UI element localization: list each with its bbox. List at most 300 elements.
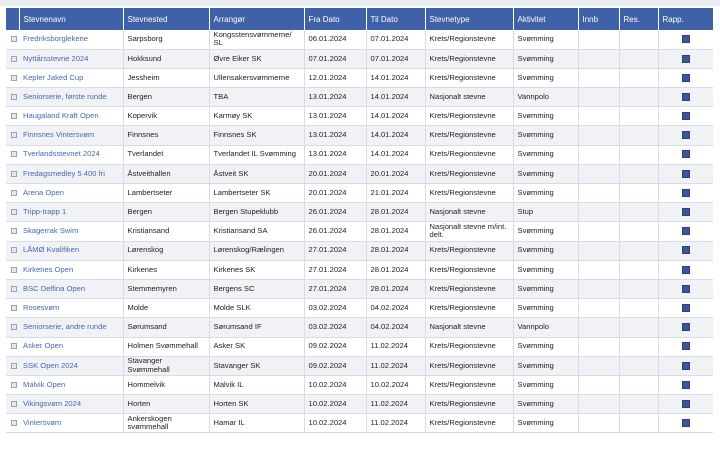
cell-rapp[interactable]: [658, 164, 713, 183]
expand-icon[interactable]: [11, 56, 17, 62]
cell-arrangor: Lambertseter SK: [209, 184, 304, 203]
report-document-icon[interactable]: [682, 400, 690, 408]
cell-rapp[interactable]: [658, 414, 713, 433]
table-row[interactable]: [6, 164, 713, 183]
cell-aktivitet: Svømming: [513, 222, 578, 241]
expand-icon[interactable]: [11, 401, 17, 407]
top-bar: [0, 0, 720, 6]
cell-res: [619, 222, 658, 241]
cell-stevnested: Stavanger Svømmehall: [123, 356, 209, 375]
cell-til-dato: 28.01.2024: [366, 260, 425, 279]
cell-stevnenavn[interactable]: [19, 126, 123, 145]
cell-fra-dato: 20.01.2024: [304, 164, 366, 183]
cell-til-dato: 14.01.2024: [366, 68, 425, 87]
table-row[interactable]: [6, 203, 713, 222]
cell-stevnenavn[interactable]: [19, 30, 123, 49]
cell-innb: [578, 260, 619, 279]
cell-innb: [578, 49, 619, 68]
report-document-icon[interactable]: [682, 246, 690, 254]
cell-arrangor: Finnsnes SK: [209, 126, 304, 145]
cell-stevnetype: Krets/Regionstevne: [425, 184, 513, 203]
col-stevnetype[interactable]: Stevnetype: [425, 8, 513, 30]
cell-stevnested: Holmen Svømmehall: [123, 337, 209, 356]
row-expand-cell[interactable]: [6, 145, 19, 164]
expand-icon[interactable]: [11, 267, 17, 273]
meet-name-link[interactable]: Vikingsvøm 2024: [23, 398, 82, 408]
expand-icon[interactable]: [11, 286, 17, 292]
cell-rapp[interactable]: [658, 356, 713, 375]
meet-name-link[interactable]: Tripp-trapp 1: [23, 207, 67, 217]
cell-stevnetype: Krets/Regionstevne: [425, 107, 513, 126]
report-document-icon[interactable]: [682, 208, 690, 216]
cell-stevnenavn[interactable]: [19, 337, 123, 356]
cell-stevnetype: Krets/Regionstevne: [425, 414, 513, 433]
cell-innb: [578, 414, 619, 433]
cell-aktivitet: Vannpolo: [513, 318, 578, 337]
cell-til-dato: 28.01.2024: [366, 222, 425, 241]
row-expand-cell[interactable]: [6, 356, 19, 375]
row-expand-cell[interactable]: [6, 68, 19, 87]
cell-stevnested: Hommelvik: [123, 375, 209, 394]
cell-aktivitet: Svømming: [513, 356, 578, 375]
cell-stevnested: Horten: [123, 395, 209, 414]
cell-stevnetype: Nasjonalt stevne: [425, 88, 513, 107]
row-expand-cell[interactable]: [6, 260, 19, 279]
cell-stevnested: Lambertseter: [123, 184, 209, 203]
col-innb[interactable]: Innb: [578, 8, 619, 30]
cell-rapp[interactable]: [658, 337, 713, 356]
cell-stevnenavn[interactable]: [19, 279, 123, 298]
table-row[interactable]: [6, 107, 713, 126]
cell-stevnetype: Krets/Regionstevne: [425, 260, 513, 279]
cell-fra-dato: 26.01.2024: [304, 222, 366, 241]
cell-stevnenavn[interactable]: [19, 241, 123, 260]
meet-name-link[interactable]: Fredriksborglekene: [23, 34, 88, 44]
cell-aktivitet: Svømming: [513, 375, 578, 394]
table-row[interactable]: [6, 126, 713, 145]
table-row[interactable]: [6, 184, 713, 203]
cell-stevnested: Åstveithallen: [123, 164, 209, 183]
col-arrangor[interactable]: Arrangør: [209, 8, 304, 30]
cell-res: [619, 203, 658, 222]
report-document-icon[interactable]: [682, 112, 690, 120]
cell-rapp[interactable]: [658, 395, 713, 414]
cell-stevnetype: Krets/Regionstevne: [425, 126, 513, 145]
cell-til-dato: 14.01.2024: [366, 88, 425, 107]
cell-aktivitet: Svømming: [513, 299, 578, 318]
cell-aktivitet: Svømming: [513, 164, 578, 183]
cell-aktivitet: Vannpolo: [513, 88, 578, 107]
cell-til-dato: 07.01.2024: [366, 30, 425, 49]
cell-stevnested: Stemmemyren: [123, 279, 209, 298]
cell-arrangor: Lørenskog/Rælingen: [209, 241, 304, 260]
cell-stevnenavn[interactable]: [19, 260, 123, 279]
cell-innb: [578, 395, 619, 414]
report-document-icon[interactable]: [682, 35, 690, 43]
table-row[interactable]: [6, 260, 713, 279]
expand-icon[interactable]: [11, 382, 17, 388]
cell-arrangor: Bergens SC: [209, 279, 304, 298]
meet-name-link[interactable]: Arena Open: [23, 187, 64, 197]
cell-aktivitet: Svømming: [513, 241, 578, 260]
cell-til-dato: 28.01.2024: [366, 279, 425, 298]
report-document-icon[interactable]: [682, 285, 690, 293]
expand-icon[interactable]: [11, 132, 17, 138]
row-expand-cell[interactable]: [6, 318, 19, 337]
cell-innb: [578, 318, 619, 337]
col-fra-dato[interactable]: Fra Dato: [304, 8, 366, 30]
row-expand-cell[interactable]: [6, 49, 19, 68]
cell-stevnenavn[interactable]: [19, 49, 123, 68]
cell-rapp[interactable]: [658, 68, 713, 87]
cell-res: [619, 126, 658, 145]
cell-til-dato: 04.02.2024: [366, 318, 425, 337]
cell-stevnested: Kristiansand: [123, 222, 209, 241]
meet-name-link[interactable]: Fredagsmedley 5 400 fri: [23, 168, 105, 178]
cell-rapp[interactable]: [658, 375, 713, 394]
meet-name-link[interactable]: Skagerrak Swim: [23, 226, 79, 236]
col-res[interactable]: Res.: [619, 8, 658, 30]
report-document-icon[interactable]: [682, 362, 690, 370]
cell-stevnested: Finnsnes: [123, 126, 209, 145]
col-stevnested[interactable]: Stevnested: [123, 8, 209, 30]
expand-icon[interactable]: [11, 420, 17, 426]
table-row[interactable]: [6, 222, 713, 241]
cell-til-dato: 28.01.2024: [366, 241, 425, 260]
expand-icon[interactable]: [11, 209, 17, 215]
cell-innb: [578, 68, 619, 87]
cell-res: [619, 68, 658, 87]
report-document-icon[interactable]: [682, 227, 690, 235]
cell-res: [619, 318, 658, 337]
cell-til-dato: 04.02.2024: [366, 299, 425, 318]
cell-innb: [578, 203, 619, 222]
cell-fra-dato: 20.01.2024: [304, 184, 366, 203]
meet-name-link[interactable]: Malvik Open: [23, 379, 66, 389]
cell-til-dato: 20.01.2024: [366, 164, 425, 183]
report-document-icon[interactable]: [682, 131, 690, 139]
cell-arrangor: Asker SK: [209, 337, 304, 356]
row-expand-cell[interactable]: [6, 184, 19, 203]
table-row[interactable]: [6, 395, 713, 414]
cell-stevnetype: Krets/Regionstevne: [425, 279, 513, 298]
cell-arrangor: Tverlandet IL Svømming: [209, 145, 304, 164]
cell-stevnenavn[interactable]: [19, 145, 123, 164]
report-document-icon[interactable]: [682, 93, 690, 101]
cell-stevnenavn[interactable]: [19, 88, 123, 107]
cell-stevnetype: Krets/Regionstevne: [425, 241, 513, 260]
cell-innb: [578, 184, 619, 203]
cell-stevnenavn[interactable]: [19, 184, 123, 203]
cell-innb: [578, 145, 619, 164]
cell-stevnetype: Krets/Regionstevne: [425, 49, 513, 68]
cell-stevnested: Ankerskogen svømmehall: [123, 414, 209, 433]
cell-stevnested: Bergen: [123, 203, 209, 222]
cell-innb: [578, 356, 619, 375]
expand-icon[interactable]: [11, 343, 17, 349]
cell-stevnetype: Nasjonalt stevne: [425, 203, 513, 222]
row-expand-cell[interactable]: [6, 414, 19, 433]
cell-res: [619, 88, 658, 107]
table-row[interactable]: [6, 375, 713, 394]
cell-aktivitet: Stup: [513, 203, 578, 222]
cell-rapp[interactable]: [658, 126, 713, 145]
cell-arrangor: Molde SLK: [209, 299, 304, 318]
cell-arrangor: Åstveit SK: [209, 164, 304, 183]
cell-stevnenavn[interactable]: [19, 299, 123, 318]
expand-icon[interactable]: [11, 36, 17, 42]
cell-fra-dato: 03.02.2024: [304, 299, 366, 318]
cell-stevnenavn[interactable]: [19, 356, 123, 375]
row-expand-cell[interactable]: [6, 107, 19, 126]
cell-til-dato: 11.02.2024: [366, 356, 425, 375]
cell-aktivitet: Svømming: [513, 395, 578, 414]
cell-arrangor: Horten SK: [209, 395, 304, 414]
cell-innb: [578, 279, 619, 298]
cell-til-dato: 11.02.2024: [366, 337, 425, 356]
cell-stevnenavn[interactable]: [19, 68, 123, 87]
report-document-icon[interactable]: [682, 342, 690, 350]
cell-rapp[interactable]: [658, 279, 713, 298]
expand-icon[interactable]: [11, 305, 17, 311]
table-row[interactable]: [6, 145, 713, 164]
cell-stevnested: Bergen: [123, 88, 209, 107]
report-document-icon[interactable]: [682, 419, 690, 427]
cell-rapp[interactable]: [658, 49, 713, 68]
cell-arrangor: Karmøy SK: [209, 107, 304, 126]
cell-arrangor: Malvik IL: [209, 375, 304, 394]
cell-rapp[interactable]: [658, 184, 713, 203]
meet-name-link[interactable]: Finnsnes Vintersvøm: [23, 130, 95, 140]
cell-stevnetype: Krets/Regionstevne: [425, 299, 513, 318]
header-row: [6, 8, 713, 30]
cell-fra-dato: 27.01.2024: [304, 260, 366, 279]
col-aktivitet[interactable]: Aktivitet: [513, 8, 578, 30]
cell-res: [619, 414, 658, 433]
cell-innb: [578, 375, 619, 394]
row-expand-cell[interactable]: [6, 203, 19, 222]
cell-fra-dato: 13.01.2024: [304, 145, 366, 164]
cell-arrangor: Øvre Eiker SK: [209, 49, 304, 68]
cell-fra-dato: 10.02.2024: [304, 395, 366, 414]
cell-res: [619, 279, 658, 298]
cell-arrangor: Kirkenes SK: [209, 260, 304, 279]
expand-icon[interactable]: [11, 190, 17, 196]
cell-rapp[interactable]: [658, 88, 713, 107]
cell-stevnetype: Krets/Regionstevne: [425, 375, 513, 394]
cell-rapp[interactable]: [658, 318, 713, 337]
expand-icon[interactable]: [11, 94, 17, 100]
cell-fra-dato: 09.02.2024: [304, 356, 366, 375]
cell-stevnenavn[interactable]: [19, 203, 123, 222]
cell-fra-dato: 07.01.2024: [304, 49, 366, 68]
meet-name-link[interactable]: LÅMØ Kvalifiken: [23, 245, 80, 255]
report-document-icon[interactable]: [682, 170, 690, 178]
cell-rapp[interactable]: [658, 203, 713, 222]
cell-stevnetype: Krets/Regionstevne: [425, 356, 513, 375]
cell-stevnenavn[interactable]: [19, 107, 123, 126]
report-document-icon[interactable]: [682, 381, 690, 389]
cell-stevnenavn[interactable]: [19, 318, 123, 337]
expand-icon[interactable]: [11, 113, 17, 119]
col-rapp[interactable]: Rapp.: [658, 8, 713, 30]
row-expand-cell[interactable]: [6, 222, 19, 241]
row-expand-cell[interactable]: [6, 279, 19, 298]
cell-stevnenavn[interactable]: [19, 414, 123, 433]
expand-icon[interactable]: [11, 363, 17, 369]
table-row[interactable]: [6, 241, 713, 260]
table-row[interactable]: [6, 414, 713, 433]
meet-name-link[interactable]: Seniorserie, første runde: [23, 91, 107, 101]
table-row[interactable]: [6, 299, 713, 318]
meet-name-link[interactable]: Asker Open: [23, 341, 64, 351]
expand-icon[interactable]: [11, 151, 17, 157]
report-document-icon[interactable]: [682, 304, 690, 312]
row-expand-cell[interactable]: [6, 126, 19, 145]
report-document-icon[interactable]: [682, 150, 690, 158]
cell-arrangor: Sørumsand IF: [209, 318, 304, 337]
cell-res: [619, 395, 658, 414]
table-row[interactable]: [6, 337, 713, 356]
table-row[interactable]: [6, 279, 713, 298]
cell-stevnested: Kirkenes: [123, 260, 209, 279]
table-row[interactable]: [6, 356, 713, 375]
meet-name-link[interactable]: Vintersvøm: [23, 418, 62, 428]
cell-fra-dato: 13.01.2024: [304, 126, 366, 145]
cell-rapp[interactable]: [658, 30, 713, 49]
cell-arrangor: Kongsstensvømmerne/ SL: [209, 30, 304, 49]
expand-icon[interactable]: [11, 171, 17, 177]
meet-name-link[interactable]: Tverlandsstevnet 2024: [23, 149, 100, 159]
cell-stevnetype: Krets/Regionstevne: [425, 30, 513, 49]
cell-res: [619, 49, 658, 68]
cell-til-dato: 14.01.2024: [366, 107, 425, 126]
cell-res: [619, 145, 658, 164]
row-expand-cell[interactable]: [6, 164, 19, 183]
row-expand-cell[interactable]: [6, 375, 19, 394]
cell-fra-dato: 10.02.2024: [304, 414, 366, 433]
cell-res: [619, 299, 658, 318]
cell-aktivitet: Svømming: [513, 30, 578, 49]
cell-rapp[interactable]: [658, 145, 713, 164]
meet-name-link[interactable]: Rosesvøm: [23, 302, 60, 312]
expand-icon[interactable]: [11, 75, 17, 81]
cell-res: [619, 107, 658, 126]
meet-name-link[interactable]: Kepler Jaked Cup: [23, 72, 84, 82]
cell-innb: [578, 337, 619, 356]
col-til-dato[interactable]: Til Dato: [366, 8, 425, 30]
cell-stevnenavn[interactable]: [19, 375, 123, 394]
cell-arrangor: TBA: [209, 88, 304, 107]
cell-stevnenavn[interactable]: [19, 395, 123, 414]
expand-icon[interactable]: [11, 247, 17, 253]
cell-fra-dato: 12.01.2024: [304, 68, 366, 87]
cell-fra-dato: 26.01.2024: [304, 203, 366, 222]
cell-til-dato: 11.02.2024: [366, 414, 425, 433]
cell-fra-dato: 10.02.2024: [304, 375, 366, 394]
cell-innb: [578, 30, 619, 49]
cell-res: [619, 375, 658, 394]
row-expand-cell[interactable]: [6, 30, 19, 49]
table-row[interactable]: [6, 318, 713, 337]
cell-stevnetype: Krets/Regionstevne: [425, 164, 513, 183]
cell-til-dato: 11.02.2024: [366, 395, 425, 414]
cell-innb: [578, 241, 619, 260]
cell-res: [619, 260, 658, 279]
row-expand-cell[interactable]: [6, 88, 19, 107]
col-stevnenavn[interactable]: Stevnenavn: [19, 8, 123, 30]
cell-arrangor: Hamar IL: [209, 414, 304, 433]
cell-fra-dato: 09.02.2024: [304, 337, 366, 356]
cell-stevnetype: Nasjonalt stevne m/int. delt.: [425, 222, 513, 241]
cell-stevnested: Molde: [123, 299, 209, 318]
report-document-icon[interactable]: [682, 74, 690, 82]
row-expand-cell[interactable]: [6, 299, 19, 318]
cell-stevnenavn[interactable]: [19, 164, 123, 183]
cell-stevnenavn[interactable]: [19, 222, 123, 241]
cell-rapp[interactable]: [658, 260, 713, 279]
cell-res: [619, 184, 658, 203]
cell-innb: [578, 299, 619, 318]
expand-icon[interactable]: [11, 324, 17, 330]
cell-rapp[interactable]: [658, 299, 713, 318]
cell-fra-dato: 27.01.2024: [304, 241, 366, 260]
cell-aktivitet: Svømming: [513, 414, 578, 433]
row-expand-cell[interactable]: [6, 241, 19, 260]
cell-arrangor: Stavanger SK: [209, 356, 304, 375]
cell-fra-dato: 06.01.2024: [304, 30, 366, 49]
cell-aktivitet: Svømming: [513, 260, 578, 279]
report-document-icon[interactable]: [682, 189, 690, 197]
row-expand-cell[interactable]: [6, 395, 19, 414]
cell-aktivitet: Svømming: [513, 145, 578, 164]
cell-rapp[interactable]: [658, 241, 713, 260]
meet-name-link[interactable]: Kirkenes Open: [23, 264, 74, 274]
report-document-icon[interactable]: [682, 266, 690, 274]
expand-icon[interactable]: [11, 228, 17, 234]
cell-stevnetype: Nasjonalt stevne: [425, 318, 513, 337]
cell-stevnested: Sørumsand: [123, 318, 209, 337]
meet-name-link[interactable]: BSC Delfina Open: [23, 283, 86, 293]
cell-arrangor: Kristiansand SA: [209, 222, 304, 241]
report-document-icon[interactable]: [682, 323, 690, 331]
cell-til-dato: 14.01.2024: [366, 145, 425, 164]
cell-innb: [578, 107, 619, 126]
cell-stevnested: Kopervik: [123, 107, 209, 126]
cell-aktivitet: Svømming: [513, 68, 578, 87]
cell-til-dato: 14.01.2024: [366, 126, 425, 145]
row-expand-cell[interactable]: [6, 337, 19, 356]
cell-innb: [578, 88, 619, 107]
meet-name-link[interactable]: SSK Open 2024: [23, 360, 78, 370]
meet-name-link[interactable]: Nyttårsstevne 2024: [23, 53, 89, 63]
cell-res: [619, 241, 658, 260]
cell-aktivitet: Svømming: [513, 337, 578, 356]
report-document-icon[interactable]: [682, 55, 690, 63]
cell-stevnested: Sarpsborg: [123, 30, 209, 49]
meet-name-link[interactable]: Haugaland Kraft Open: [23, 111, 99, 121]
table-row[interactable]: [6, 49, 713, 68]
cell-rapp[interactable]: [658, 222, 713, 241]
table-row[interactable]: [6, 30, 713, 49]
cell-innb: [578, 222, 619, 241]
cell-til-dato: 07.01.2024: [366, 49, 425, 68]
table-row[interactable]: [6, 88, 713, 107]
meet-name-link[interactable]: Seniorserie, andre runde: [23, 322, 107, 332]
cell-stevnested: Tverlandet: [123, 145, 209, 164]
table-row[interactable]: [6, 68, 713, 87]
cell-rapp[interactable]: [658, 107, 713, 126]
